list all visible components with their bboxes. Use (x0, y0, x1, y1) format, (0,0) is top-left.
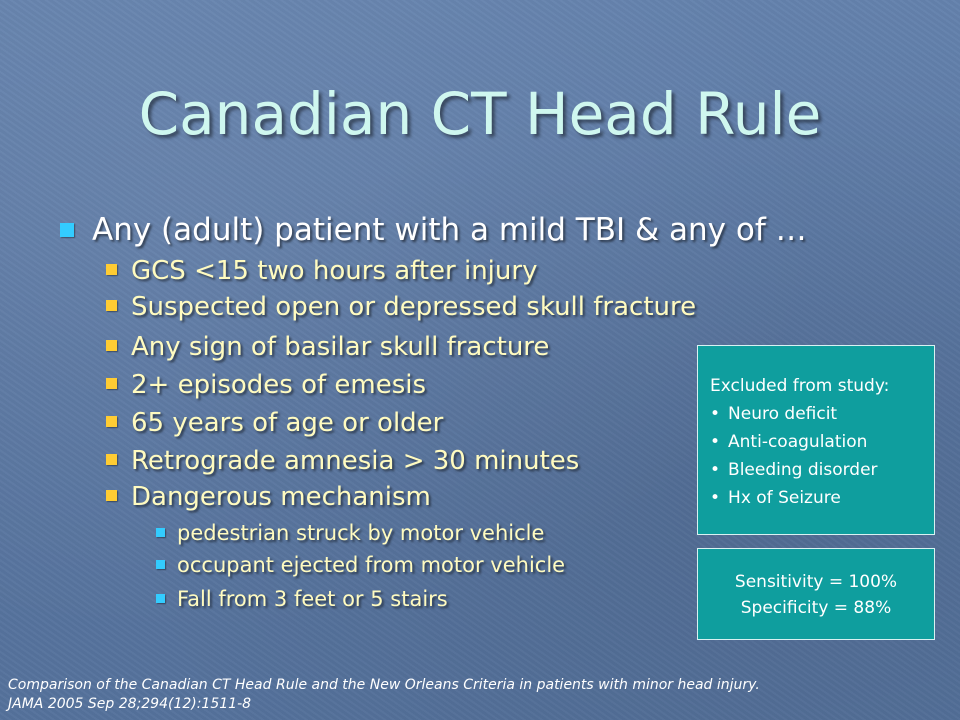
mechanism-item-text: pedestrian struck by motor vehicle (177, 521, 545, 545)
sensitivity-text: Sensitivity = 100% (734, 572, 898, 592)
sensitivity-specificity-box (697, 548, 935, 640)
square-bullet-icon (106, 300, 117, 311)
criteria-item (106, 292, 696, 322)
citation-line-2: JAMA 2005 Sep 28;294(12):1511-8 (8, 696, 252, 712)
square-bullet-icon (106, 490, 117, 501)
criteria-item (106, 332, 549, 362)
square-bullet-icon (106, 340, 117, 351)
specificity-text: Specificity = 88% (740, 598, 892, 618)
mechanism-item-text: occupant ejected from motor vehicle (177, 553, 566, 577)
main-bullet-text: Any (adult) patient with a mild TBI & any of … (92, 212, 807, 248)
mechanism-item (156, 587, 448, 611)
excluded-from-study-box (697, 345, 935, 535)
citation (8, 676, 760, 714)
criteria-item (106, 446, 579, 476)
criteria-item-text: 2+ episodes of emesis (131, 370, 427, 400)
square-bullet-icon (106, 264, 117, 275)
citation-line-1: Comparison of the Canadian CT Head Rule and the New Orleans Criteria in patients with minor head injury. (8, 677, 760, 693)
mechanism-item (156, 553, 565, 577)
criteria-item-text: Dangerous mechanism (131, 482, 431, 512)
square-bullet-icon (106, 454, 117, 465)
excluded-item: • Anti-coagulation (710, 428, 934, 456)
main-bullet (60, 212, 807, 248)
criteria-item-text: 65 years of age or older (131, 408, 444, 438)
criteria-item-text: Any sign of basilar skull fracture (131, 332, 550, 362)
criteria-item-text: Retrograde amnesia > 30 minutes (131, 446, 580, 476)
square-bullet-icon (60, 223, 74, 237)
criteria-item-text: GCS <15 two hours after injury (131, 256, 538, 286)
square-bullet-icon (156, 560, 165, 569)
square-bullet-icon (156, 528, 165, 537)
excluded-item: • Bleeding disorder (710, 456, 934, 484)
excluded-item: • Hx of Seizure (710, 484, 934, 512)
excluded-item: • Neuro deficit (710, 400, 934, 428)
criteria-item (106, 370, 426, 400)
criteria-item (106, 408, 443, 438)
criteria-item-text: Suspected open or depressed skull fracture (131, 292, 697, 322)
excluded-heading: Excluded from study: (710, 376, 890, 396)
mechanism-item (156, 521, 544, 545)
square-bullet-icon (106, 416, 117, 427)
mechanism-item-text: Fall from 3 feet or 5 stairs (177, 587, 448, 611)
square-bullet-icon (106, 378, 117, 389)
slide-title: Canadian CT Head Rule (138, 80, 822, 148)
criteria-item (106, 482, 431, 512)
square-bullet-icon (156, 594, 165, 603)
criteria-item (106, 256, 537, 286)
